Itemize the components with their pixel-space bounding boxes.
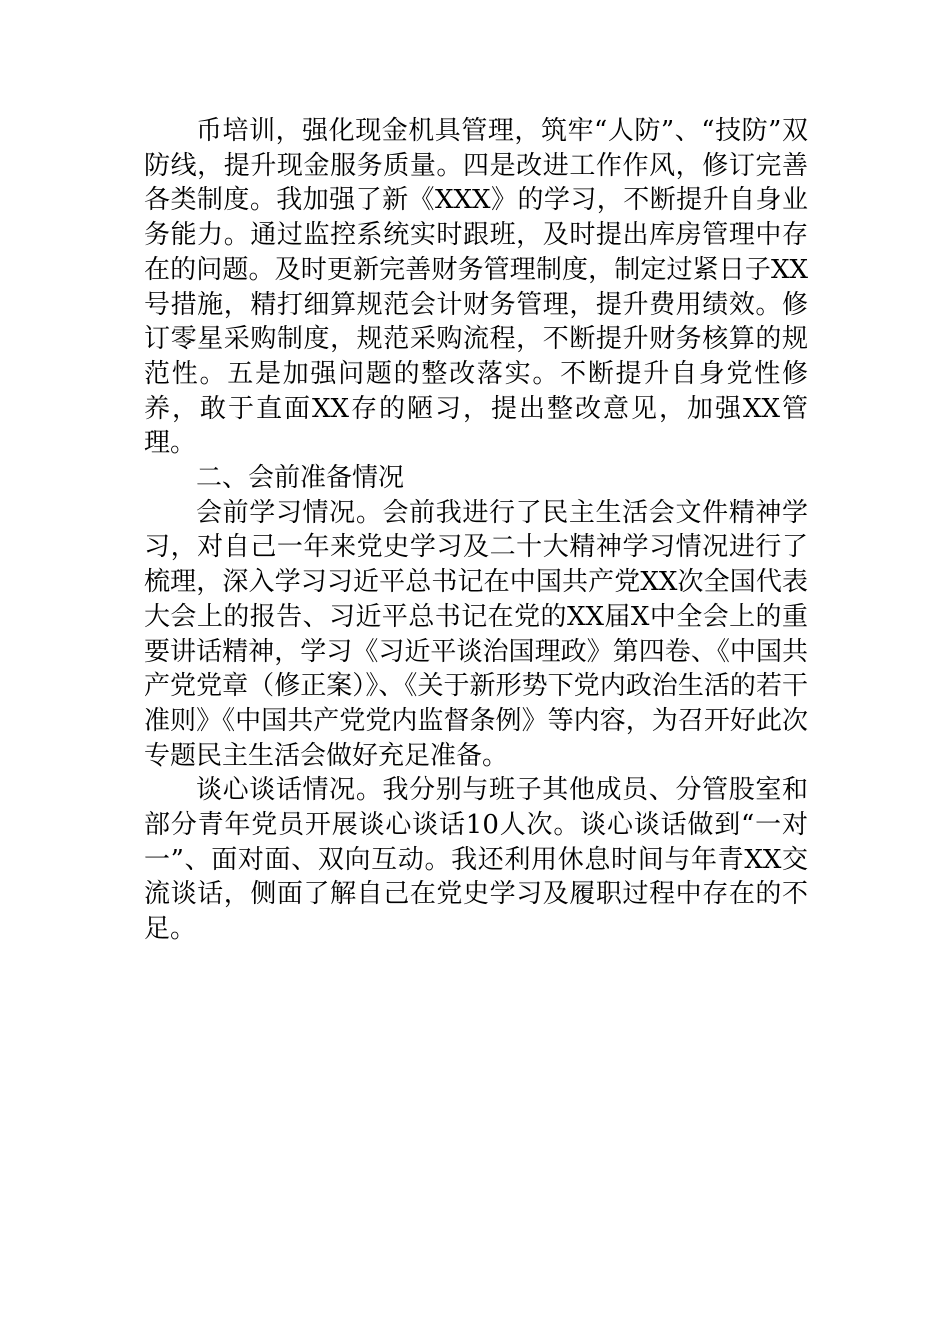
document-body — [144, 114, 808, 947]
section-heading-preparation: 二、会前准备情况 — [196, 463, 405, 494]
paragraph-work-style: 币培训，强化现金机具管理，筑牢“人防”、“技防”双防线，提升现金服务质量。四是改进工作作风，修订完善各类制度。我加强了新《XXX》的学习，不断提升自身业务能力。通过监控系统实时跟班，及时提出库房管理中存在的问题。及时更新完善财务管理制度，制定过紧日子XX号措施，精打细算规范会计财务管理，提升费用绩效。修订零星采购制度，规范采购流程，不断提升财务核算的规范性。五是加强问题的整改落实。不断提升自身党性修养，敢于直面XX存的陋习，提出整改意见，加强XX管理。 — [144, 116, 808, 459]
paragraph-pre-meeting-study: 会前学习情况。会前我进行了民主生活会文件精神学习，对自己一年来党史学习及二十大精神学习情况进行了梳理，深入学习习近平总书记在中国共产党XX次全国代表大会上的报告、习近平总书记在党的XX届X中全会上的重要讲话精神，学习《习近平谈治国理政》第四卷、《中国共产党党章（修正案）》、《关于新形势下党内政治生活的若干准则》《中国共产党党内监督条例》等内容，为召开好此次专题民主生活会做好充足准备。 — [144, 497, 808, 771]
paragraph-heart-to-heart-talks: 谈心谈话情况。我分别与班子其他成员、分管股室和部分青年党员开展谈心谈话10人次。谈心谈话做到“一对一”、面对面、双向互动。我还利用休息时间与年青XX交流谈话，侧面了解自己在党史学习及履职过程中存在的不足。 — [144, 775, 808, 945]
